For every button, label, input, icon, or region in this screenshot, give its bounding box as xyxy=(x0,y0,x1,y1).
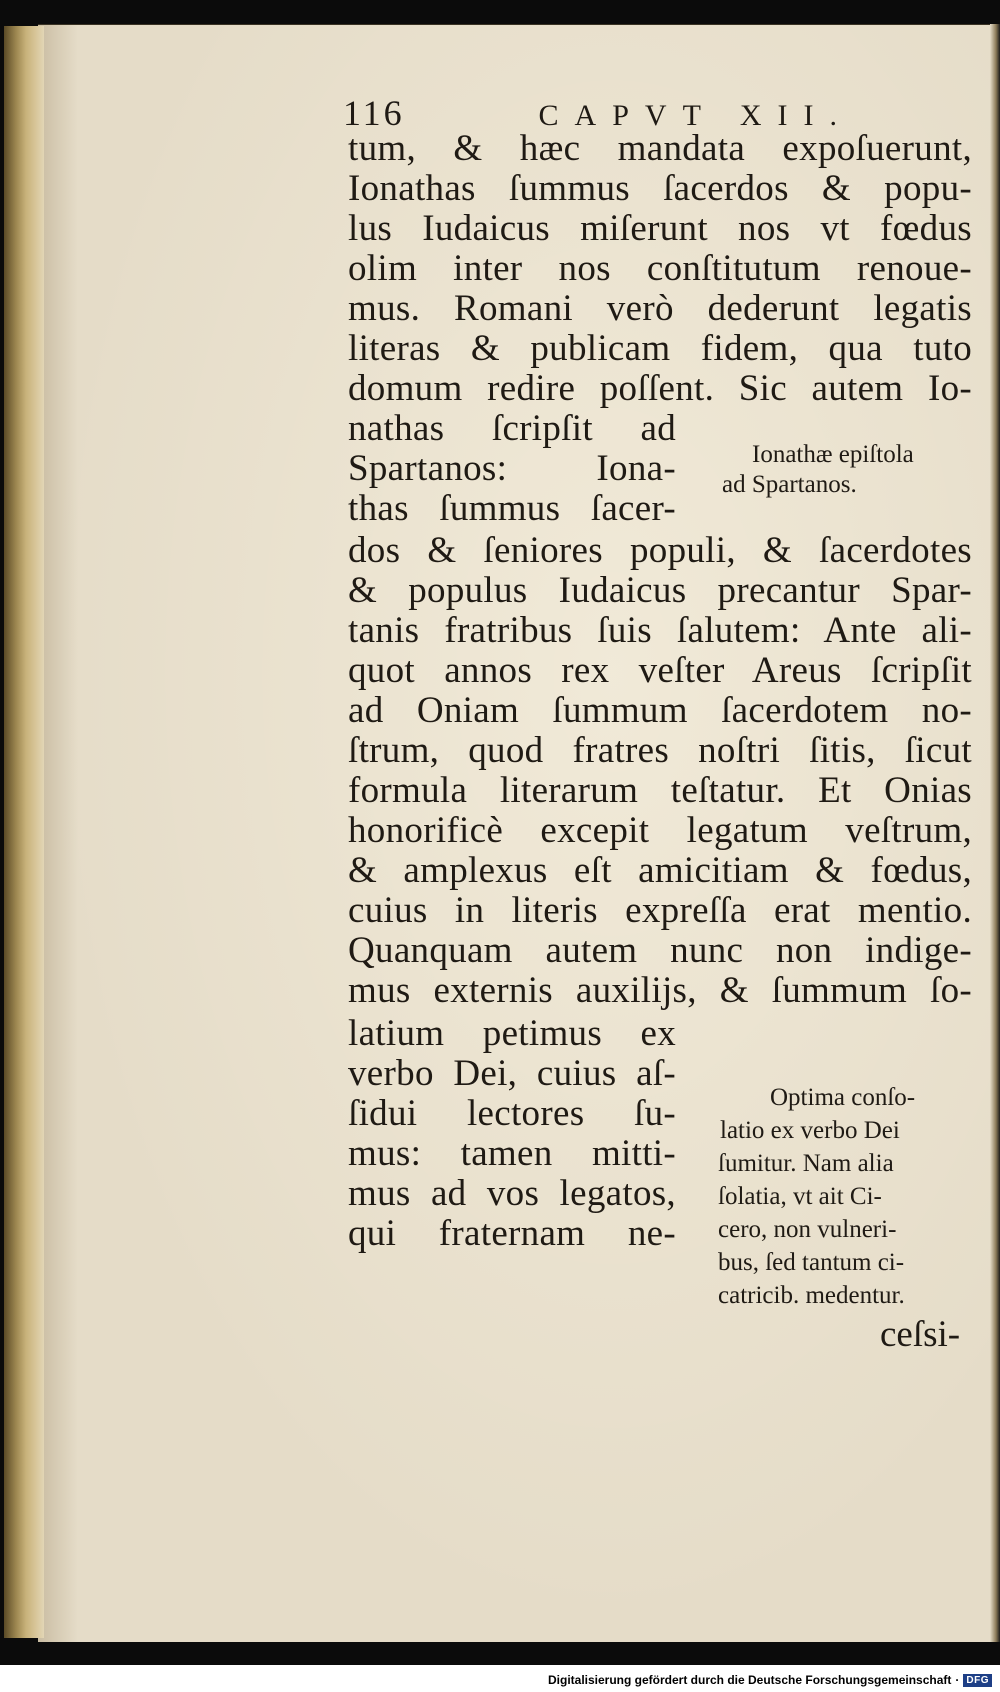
text-line: literas & publicam fidem, qua tuto xyxy=(348,328,972,369)
page-gutter xyxy=(990,24,1000,1642)
text-line: thas ſummus ſacer- xyxy=(348,488,676,529)
text-line: domum redire poſſent. Sic autem Io- xyxy=(348,368,972,409)
page-number: 116 xyxy=(343,93,405,133)
text-line: formula literarum teſtatur. Et Onias xyxy=(348,770,972,811)
catchword: ceſsi- xyxy=(880,1314,961,1355)
text-line: ad Oniam ſummum ſacerdotem no- xyxy=(348,690,972,731)
text-line: Spartanos: Iona- xyxy=(348,448,676,489)
text-line: mus: tamen mitti- xyxy=(348,1133,676,1174)
marginal-note-line: catricib. medentur. xyxy=(718,1282,905,1309)
marginal-note-line: bus, ſed tantum ci- xyxy=(718,1249,905,1276)
text-line: & amplexus eſt amicitiam & fœdus, xyxy=(348,850,972,891)
text-line: tum, & hæc mandata expoſuerunt, xyxy=(348,128,972,169)
marginal-note-line: Optima conſo- xyxy=(770,1084,916,1111)
text-line: mus ad vos legatos, xyxy=(348,1173,676,1214)
text-line: dos & ſeniores populi, & ſacerdotes xyxy=(348,530,972,571)
text-line: lus Iudaicus miſerunt nos vt fœdus xyxy=(348,208,972,249)
marginal-note-line: ad Spartanos. xyxy=(722,471,857,498)
text-line: cuius in literis expreſſa erat mentio. xyxy=(348,890,972,931)
marginal-note-line: latio ex verbo Dei xyxy=(720,1117,900,1144)
text-line: mus. Romani verò dederunt legatis xyxy=(348,288,972,329)
dfg-logo: DFG xyxy=(963,1674,992,1687)
text-line: qui fraternam ne- xyxy=(348,1213,676,1254)
text-line: Quanquam autem nunc non indige- xyxy=(348,930,972,971)
text-line: olim inter nos conſtitutum renoue- xyxy=(348,248,972,289)
text-line: honorificè excepit legatum veſtrum, xyxy=(348,810,972,851)
marginal-note-line: ſolatia, vt ait Ci- xyxy=(718,1183,882,1210)
page-fore-edge xyxy=(4,26,44,1638)
text-line: nathas ſcripſit ad xyxy=(348,408,676,449)
text-line: Ionathas ſummus ſacerdos & popu- xyxy=(348,168,972,209)
text-line: ſidui lectores ſu- xyxy=(348,1093,676,1134)
digitization-credit: Digitalisierung gefördert durch die Deutsche Forschungsgemeinschaft · DFG xyxy=(548,1671,992,1689)
marginal-note-line: Ionathæ epiſtola xyxy=(752,441,914,468)
marginal-note-line: cero, non vulneri- xyxy=(718,1216,897,1243)
text-line: latium petimus ex xyxy=(348,1013,676,1054)
scan-bottom-band xyxy=(0,1642,1000,1665)
text-line: & populus Iudaicus precantur Spar- xyxy=(348,570,972,611)
text-line: mus externis auxilijs, & ſummum ſo- xyxy=(348,970,972,1011)
credit-text: Digitalisierung gefördert durch die Deutsche Forschungsgemeinschaft xyxy=(547,1673,952,1687)
marginal-note-line: ſumitur. Nam alia xyxy=(718,1150,894,1177)
text-line: tanis fratribus ſuis ſalutem: Ante ali- xyxy=(348,610,972,651)
text-line: ſtrum, quod fratres noſtri ſitis, ſicut xyxy=(348,730,972,771)
text-line: verbo Dei, cuius aſ- xyxy=(348,1053,676,1094)
text-line: quot annos rex veſter Areus ſcripſit xyxy=(348,650,972,691)
running-title: CAPVT XII. xyxy=(538,99,853,132)
